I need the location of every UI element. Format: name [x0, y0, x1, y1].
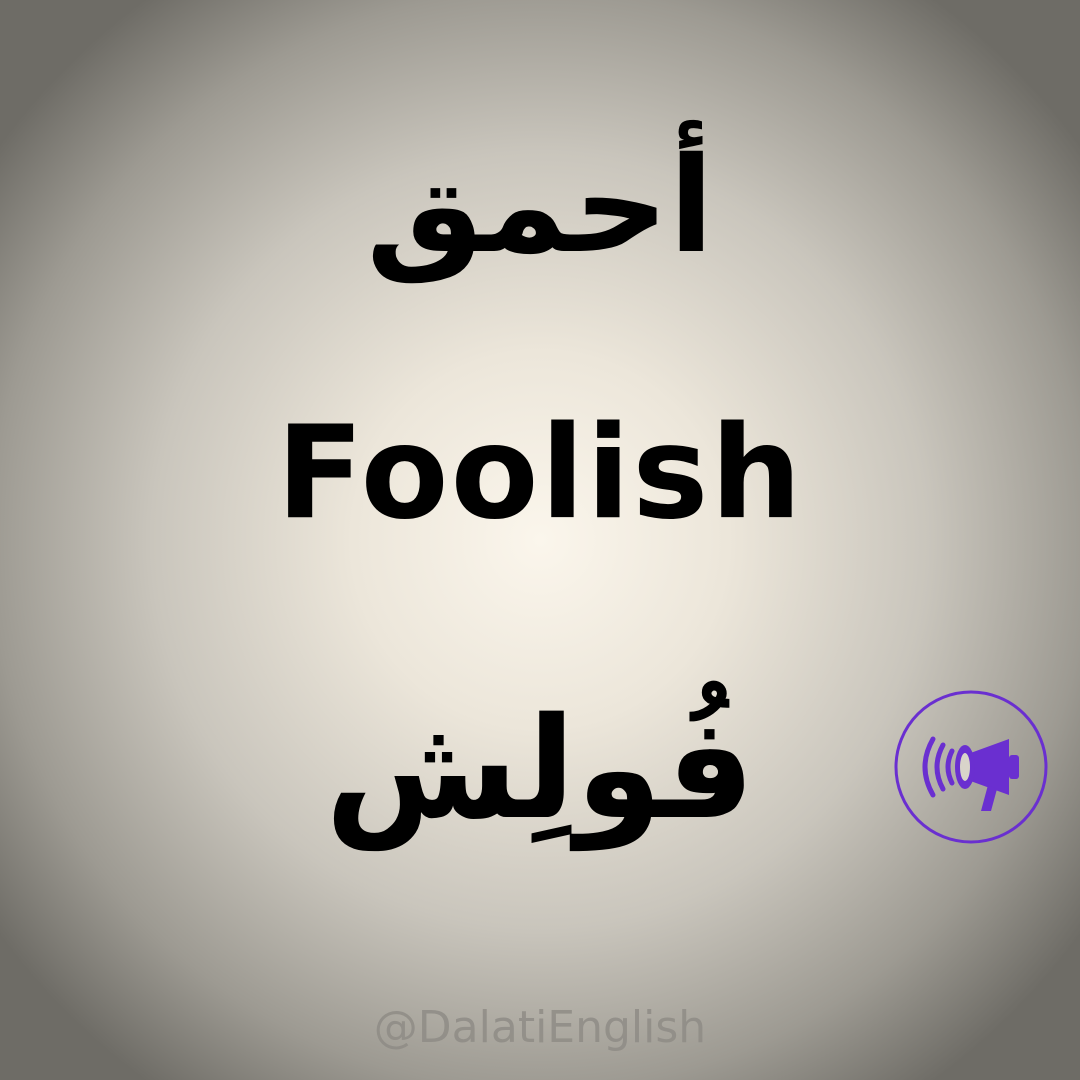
audio-play-button[interactable] — [893, 689, 1049, 845]
arabic-pronunciation: فُولِش — [325, 688, 755, 851]
arabic-word: أحمق — [366, 129, 714, 283]
english-word: Foolish — [276, 399, 804, 548]
megaphone-icon — [893, 689, 1049, 845]
watermark-handle: @DalatiEnglish — [373, 1002, 707, 1053]
